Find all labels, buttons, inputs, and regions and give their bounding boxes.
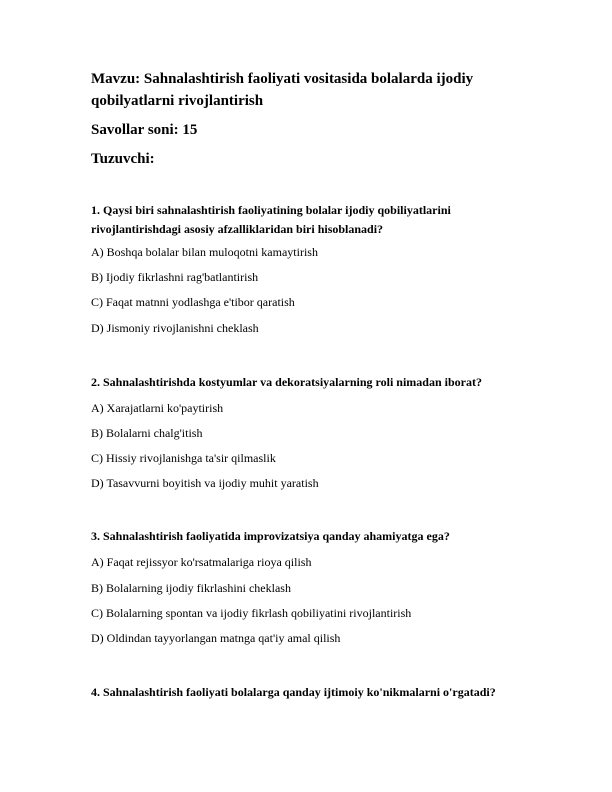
question-3-option-d: D) Oldindan tayyorlangan matnga qat'iy amal qilish xyxy=(91,631,341,645)
question-4-text: 4. Sahnalashtirish faoliyati bolalarga qanday ijtimoiy ko'nikmalarni o'rgatadi? xyxy=(91,685,496,699)
question-1-option-c: C) Faqat matnni yodlashga e'tibor qaratish xyxy=(91,295,295,309)
question-3-option-c: C) Bolalarning spontan va ijodiy fikrlash qobiliyatini rivojlantirish xyxy=(91,606,412,620)
question-2-option-b: B) Bolalarni chalg'itish xyxy=(91,426,203,440)
question-3-option-b: B) Bolalarning ijodiy fikrlashini cheklash xyxy=(91,581,291,595)
topic-heading: Mavzu: Sahnalashtirish faoliyati vositasida bolalarda ijodiy qobilyatlarni rivojlantirish xyxy=(91,71,474,109)
question-2-option-d: D) Tasavvurni boyitish va ijodiy muhit yaratish xyxy=(91,476,319,490)
question-3-option-a: A) Faqat rejissyor ko'rsatmalariga rioya qilish xyxy=(91,555,312,569)
question-1-option-b: B) Ijodiy fikrlashni rag'batlantirish xyxy=(91,270,259,284)
question-2-text: 2. Sahnalashtirishda kostyumlar va dekoratsiyalarning roli nimadan iborat? xyxy=(91,375,482,389)
question-1-text: 1. Qaysi biri sahnalashtirish faoliyatining bolalar ijodiy qobiliyatlarini rivojlantirishdagi asosiy afzalliklaridan biri hisoblanadi? xyxy=(91,203,451,236)
question-1-option-d: D) Jismoniy rivojlanishni cheklash xyxy=(91,321,259,335)
author-label: Tuzuvchi: xyxy=(91,151,155,167)
question-2-option-c: C) Hissiy rivojlanishga ta'sir qilmaslik xyxy=(91,451,276,465)
question-3-text: 3. Sahnalashtirish faoliyatida improvizatsiya qanday ahamiyatga ega? xyxy=(91,529,450,543)
question-1-option-a: A) Boshqa bolalar bilan muloqotni kamaytirish xyxy=(91,245,318,259)
question-2-option-a: A) Xarajatlarni ko'paytirish xyxy=(91,401,224,415)
question-count: Savollar soni: 15 xyxy=(91,122,198,138)
